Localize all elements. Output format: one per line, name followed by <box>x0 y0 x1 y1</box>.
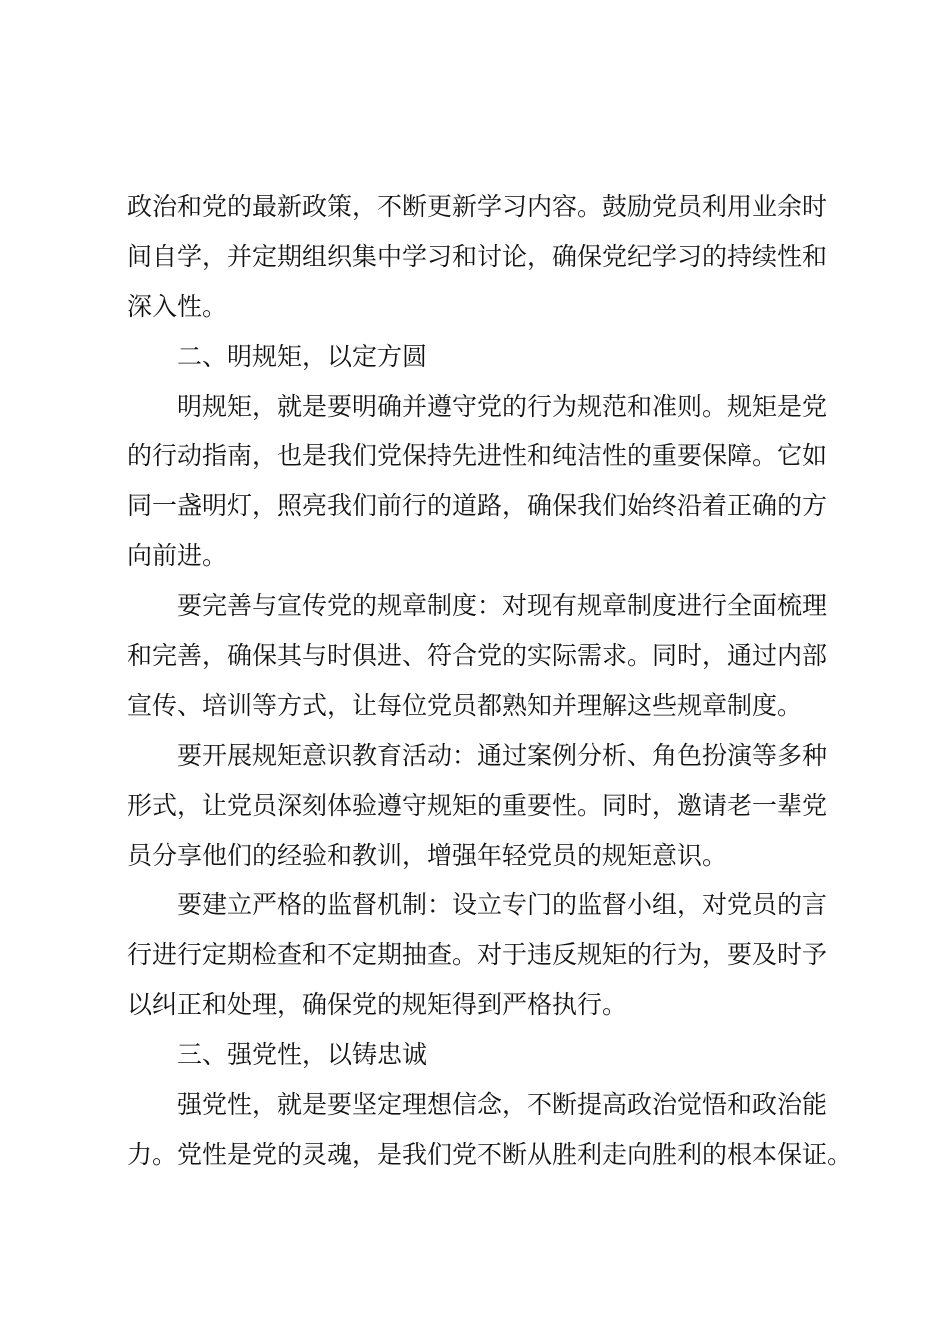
body-line: 宣传、培训等方式，让每位党员都熟知并理解这些规章制度。 <box>127 690 803 720</box>
paragraph-first-line: 要开展规矩意识教育活动：通过案例分析、角色扮演等多种 <box>177 740 828 770</box>
body-line: 力。党性是党的灵魂，是我们党不断从胜利走向胜利的根本保证。 <box>127 1139 853 1169</box>
body-line: 同一盏明灯，照亮我们前行的道路，确保我们始终沿着正确的方 <box>127 491 828 521</box>
body-line: 形式，让党员深刻体验遵守规矩的重要性。同时，邀请老一辈党 <box>127 790 828 820</box>
body-line: 向前进。 <box>127 541 228 571</box>
paragraph-first-line: 要完善与宣传党的规章制度：对现有规章制度进行全面梳理 <box>177 591 828 621</box>
body-line: 员分享他们的经验和教训，增强年轻党员的规矩意识。 <box>127 840 728 870</box>
paragraph-first-line: 强党性，就是要坚定理想信念，不断提高政治觉悟和政治能 <box>177 1090 828 1120</box>
section-heading: 二、明规矩，以定方圆 <box>177 341 428 371</box>
body-line: 政治和党的最新政策，不断更新学习内容。鼓励党员利用业余时 <box>127 192 828 221</box>
body-line: 行进行定期检查和不定期抽查。对于违反规矩的行为，要及时予 <box>127 940 828 970</box>
document-body <box>127 182 853 1180</box>
body-line: 间自学，并定期组织集中学习和讨论，确保党纪学习的持续性和 <box>127 241 828 271</box>
body-line: 的行动指南，也是我们党保持先进性和纯洁性的重要保障。它如 <box>127 441 828 471</box>
body-line: 以纠正和处理，确保党的规矩得到严格执行。 <box>127 990 628 1020</box>
paragraph-first-line: 明规矩，就是要明确并遵守党的行为规范和准则。规矩是党 <box>177 391 828 421</box>
paragraph-first-line: 要建立严格的监督机制：设立专门的监督小组，对党员的言 <box>177 890 828 920</box>
body-line: 深入性。 <box>127 291 228 321</box>
body-line: 和完善，确保其与时俱进、符合党的实际需求。同时，通过内部 <box>127 641 828 671</box>
section-heading: 三、强党性，以铸忠诚 <box>177 1040 428 1070</box>
